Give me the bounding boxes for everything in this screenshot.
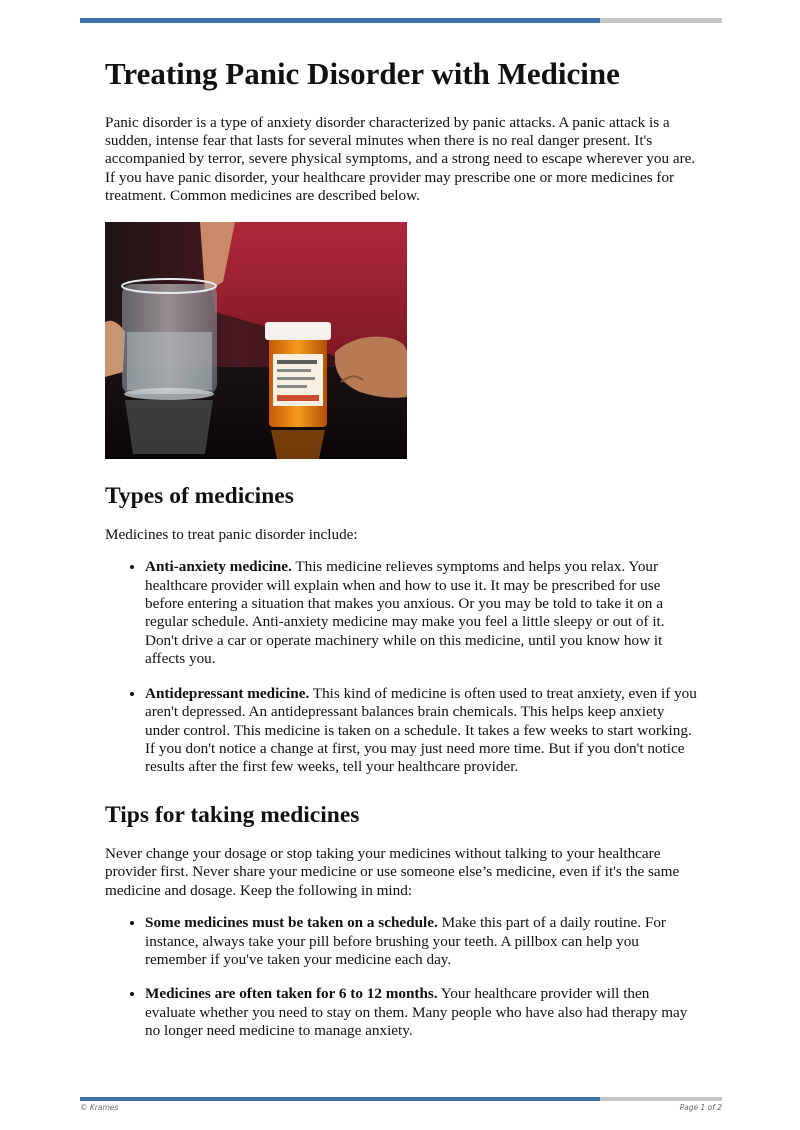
tips-lead: Never change your dosage or stop taking your medicines without talking to your healthcare provider first. Never share your medicine or use someone else’s medicine, even if it's the same medicine and dosage. Keep the following in mind: (105, 844, 680, 899)
list-item-text: Make this part of a daily routine. For instance, always take your pill before brushing your teeth. A pillbox can help you remember if you've taken your medicine each day. (145, 914, 666, 968)
list-item-title: Medicines are often taken for 6 to 12 months. (145, 985, 438, 1003)
bottom-rule (80, 1097, 722, 1101)
intro-paragraph: Panic disorder is a type of anxiety disorder characterized by panic attacks. A panic attack is a sudden, intense fear that lasts for several minutes when there is no real danger present. It's accompanied by terror, severe physical symptoms, and a strong need to escape wherever you are. If you have panic disorder, your healthcare provider may prescribe one or more medicines for treatment. Common medicines are described below. (105, 113, 696, 205)
list-item (145, 985, 700, 1040)
list-item (145, 685, 700, 777)
types-lead: Medicines to treat panic disorder include: (105, 525, 358, 543)
footer-page-number: Page 1 of 2 (679, 1103, 722, 1112)
list-item-title: Some medicines must be taken on a schedule. (145, 914, 438, 932)
list-item-text: Your healthcare provider will then evaluate whether you need to stay on them. Many people who have also had therapy may no longer need medicine to manage anxiety. (145, 985, 688, 1040)
list-item-text: This kind of medicine is often used to treat anxiety, even if you aren't depressed. An antidepressant balances brain chemicals. This helps keep anxiety under control. This medicine is taken on a schedule. It takes a few weeks to start working. If you don't notice a change at first, you may just need more time. But if you don't notice results after the first few weeks, tell your healthcare provider. (145, 684, 697, 776)
list-item-text: This medicine relieves symptoms and helps you relax. Your healthcare provider will explain when and how to use it. It may be prescribed for use before entering a situation that makes you anxious. Or you may be told to take it on a regular schedule. Anti-anxiety medicine may make you feel a little sleepy or out of it. Don't drive a car or operate machinery while on this medicine, until you know how it affects you. (145, 558, 665, 668)
top-rule (80, 18, 722, 23)
list-item (145, 914, 700, 969)
bottom-rule-accent (80, 1097, 600, 1101)
types-list (105, 558, 700, 776)
types-heading: Types of medicines (105, 482, 294, 509)
list-item-title: Anti-anxiety medicine. (145, 558, 292, 576)
list-item (145, 558, 700, 668)
list-item-title: Antidepressant medicine. (145, 684, 310, 702)
footer-copyright: © Krames (80, 1103, 119, 1112)
page-content (105, 56, 700, 1057)
top-rule-accent (80, 18, 600, 23)
tips-heading: Tips for taking medicines (105, 801, 360, 828)
medicine-photo (105, 222, 407, 459)
tips-list (105, 914, 700, 1040)
page-title: Treating Panic Disorder with Medicine (105, 56, 620, 91)
